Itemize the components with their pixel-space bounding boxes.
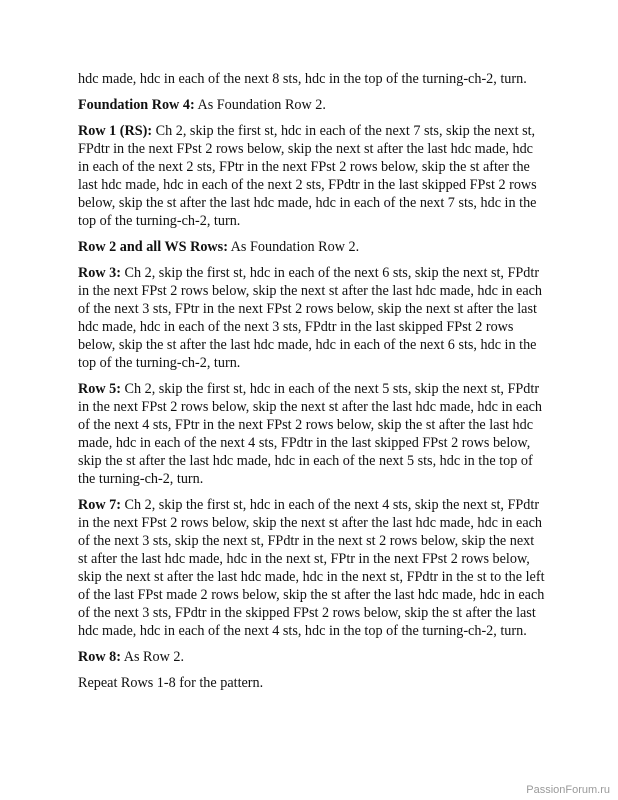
paragraph-row-8: [78, 648, 546, 666]
paragraph-text: As Foundation Row 2.: [194, 97, 326, 113]
paragraph-label: Row 5:: [78, 381, 121, 397]
paragraph-text: As Foundation Row 2.: [227, 239, 360, 255]
paragraph-row-7: [78, 496, 546, 640]
document-page: [78, 70, 546, 700]
watermark: PassionForum.ru: [526, 784, 610, 796]
paragraph-row-3: [78, 264, 546, 372]
paragraph-text: Ch 2, skip the first st, hdc in each of the next 4 sts, skip the next st, FPdtr in the next FPst 2 rows below, skip the next st after the last hdc made, hdc in each of the next 3 sts, skip the next st, FPdtr in the next st 2 rows below, skip the next st after the last hdc made, hdc in the next st, FPtr in the next FPst 2 rows below, skip the next st after the last hdc made, hdc in the next st, FPdtr in the st to the left of the last FPst made 2 rows below, skip the st after the last hdc made, hdc in each of the next 3 sts, FPdtr in the skipped FPst 2 rows below, skip the st after the last hdc made, hdc in each of the next 4 sts, hdc in the top of the turning-ch-2, turn.: [78, 497, 545, 639]
paragraph-text: Repeat Rows 1-8 for the pattern.: [78, 675, 264, 691]
paragraph-label: Row 1 (RS):: [78, 123, 153, 139]
paragraph-label: Foundation Row 4:: [78, 97, 195, 113]
paragraph-label: Row 7:: [78, 497, 121, 513]
paragraph-foundation-row-4: [78, 96, 546, 114]
paragraph-text: hdc made, hdc in each of the next 8 sts, hdc in the top of the turning-ch-2, turn.: [78, 71, 527, 87]
paragraph-row-5: [78, 380, 546, 488]
paragraph-row-1: [78, 122, 546, 230]
paragraph-text: Ch 2, skip the first st, hdc in each of the next 6 sts, skip the next st, FPdtr in the next FPst 2 rows below, skip the next st after the last hdc made, hdc in each of the next 3 sts, FPtr in the next FPst 2 rows below, skip the next st after the last hdc made, hdc in each of the next 3 sts, FPdtr in the last skipped FPst 2 rows below, skip the st after the last hdc made, hdc in each of the next 6 sts, hdc in the top of the turning-ch-2, turn.: [78, 265, 543, 371]
paragraph-label: Row 3:: [78, 265, 121, 281]
paragraph-continuation: [78, 70, 546, 88]
paragraph-repeat-note: [78, 674, 546, 692]
paragraph-label: Row 2 and all WS Rows:: [78, 239, 228, 255]
paragraph-row-2: [78, 238, 546, 256]
paragraph-text: As Row 2.: [120, 649, 185, 665]
paragraph-text: Ch 2, skip the first st, hdc in each of the next 7 sts, skip the next st, FPdtr in the next FPst 2 rows below, skip the next st after the last hdc made, hdc in each of the next 2 sts, FPtr in the next FPst 2 rows below, skip the st after the last hdc made, hdc in each of the next 2 sts, FPdtr in the last skipped FPst 2 rows below, skip the st after the last hdc made, hdc in each of the next 7 sts, hdc in the top of the turning-ch-2, turn.: [78, 123, 537, 229]
paragraph-label: Row 8:: [78, 649, 121, 665]
paragraph-text: Ch 2, skip the first st, hdc in each of the next 5 sts, skip the next st, FPdtr in the next FPst 2 rows below, skip the next st after the last hdc made, hdc in each of the next 4 sts, FPtr in the next FPst 2 rows below, skip the st after the last hdc made, hdc in each of the next 4 sts, FPdtr in the last skipped FPst 2 rows below, skip the st after the last hdc made, hdc in each of the next 5 sts, hdc in the top of the turning-ch-2, turn.: [78, 381, 543, 487]
